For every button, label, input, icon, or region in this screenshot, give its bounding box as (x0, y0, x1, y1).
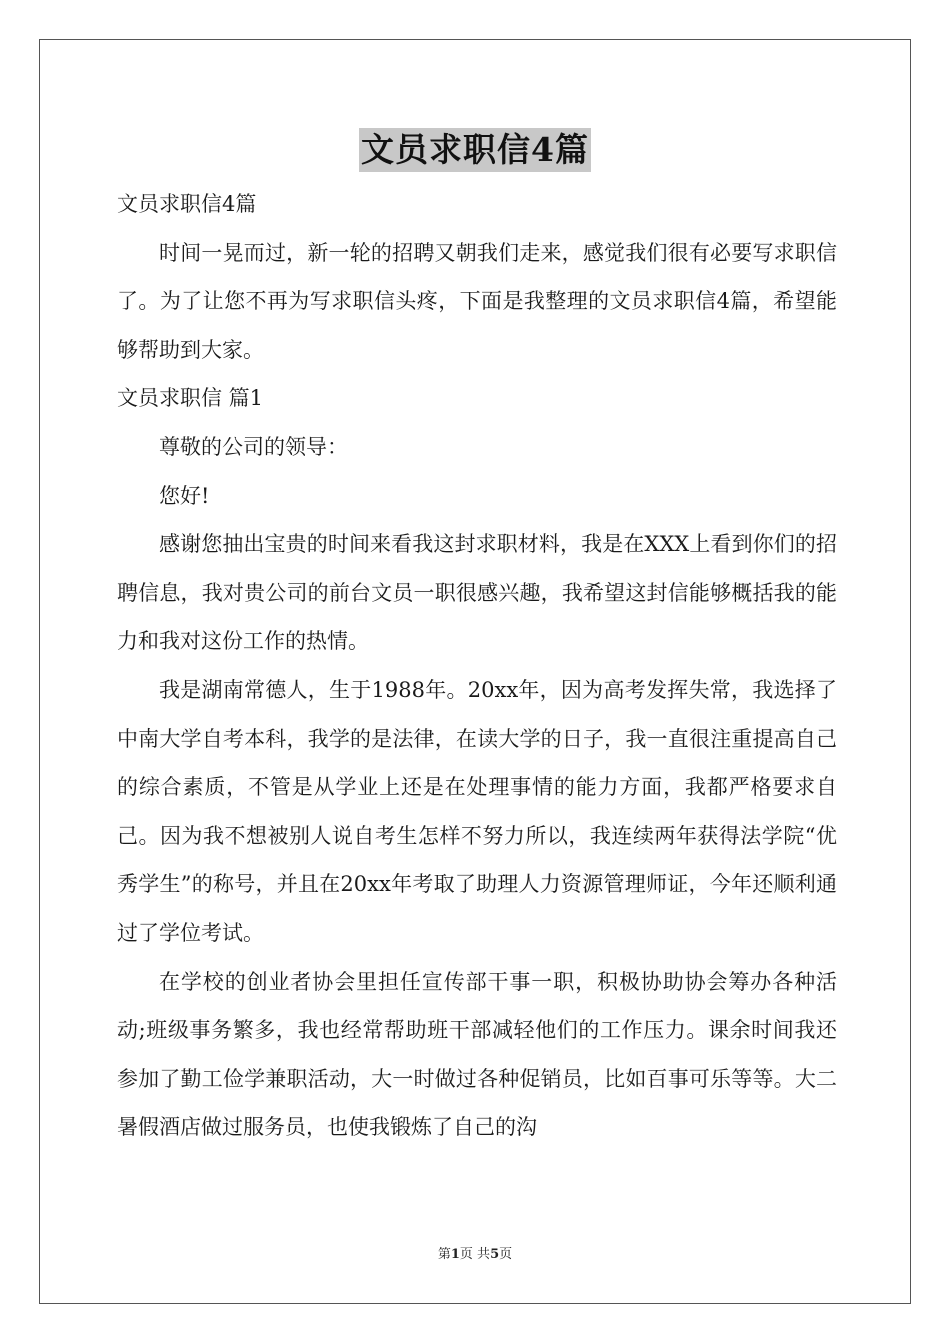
body-paragraph: 在学校的创业者协会里担任宣传部干事一职，积极协助协会筹办各种活动;班级事务繁多，我也经常帮助班干部减轻他们的工作压力。课余时间我还参加了勤工俭学兼职活动，大一时做过各种促销员，比如百事可乐等等。大二暑假酒店做过服务员，也使我锻炼了自己的沟 (117, 969, 837, 1140)
section-heading: 文员求职信4篇 (117, 192, 257, 216)
body-paragraph: 我是湖南常德人，生于1988年。20xx年，因为高考发挥失常，我选择了中南大学自考本科，我学的是法律，在读大学的日子，我一直很注重提高自己的综合素质，不管是从学业上还是在处理事情的能力方面，我都严格要求自己。因为我不想被别人说自考生怎样不努力所以，我连续两年获得法学院“优秀学生”的称号，并且在20xx年考取了助理人力资源管理师证，今年还顺利通过了学位考试。 (117, 677, 837, 945)
page-label-suffix: 页 (499, 1247, 513, 1262)
page-label-prefix: 第 (437, 1247, 451, 1262)
total-pages-number: 5 (490, 1247, 500, 1262)
salutation: 尊敬的公司的领导： (159, 434, 348, 459)
intro-paragraph: 时间一晃而过，新一轮的招聘又朝我们走来，感觉我们很有必要写求职信了。为了让您不再为写求职信头疼，下面是我整理的文员求职信4篇，希望能够帮助到大家。 (117, 240, 837, 362)
body-paragraph: 感谢您抽出宝贵的时间来看我这封求职材料，我是在XXX上看到你们的招聘信息，我对贵公司的前台文员一职很感兴趣，我希望这封信能够概括我的能力和我对这份工作的热情。 (117, 532, 837, 654)
page-label-middle: 页 共 (459, 1247, 491, 1262)
title-container (0, 128, 950, 172)
page-footer (0, 1245, 950, 1265)
greeting: 您好! (159, 483, 210, 508)
section-heading: 文员求职信 篇1 (117, 386, 264, 411)
document-title: 文员求职信4篇 (359, 128, 591, 172)
document-body (117, 180, 837, 1152)
current-page-number: 1 (450, 1247, 460, 1262)
